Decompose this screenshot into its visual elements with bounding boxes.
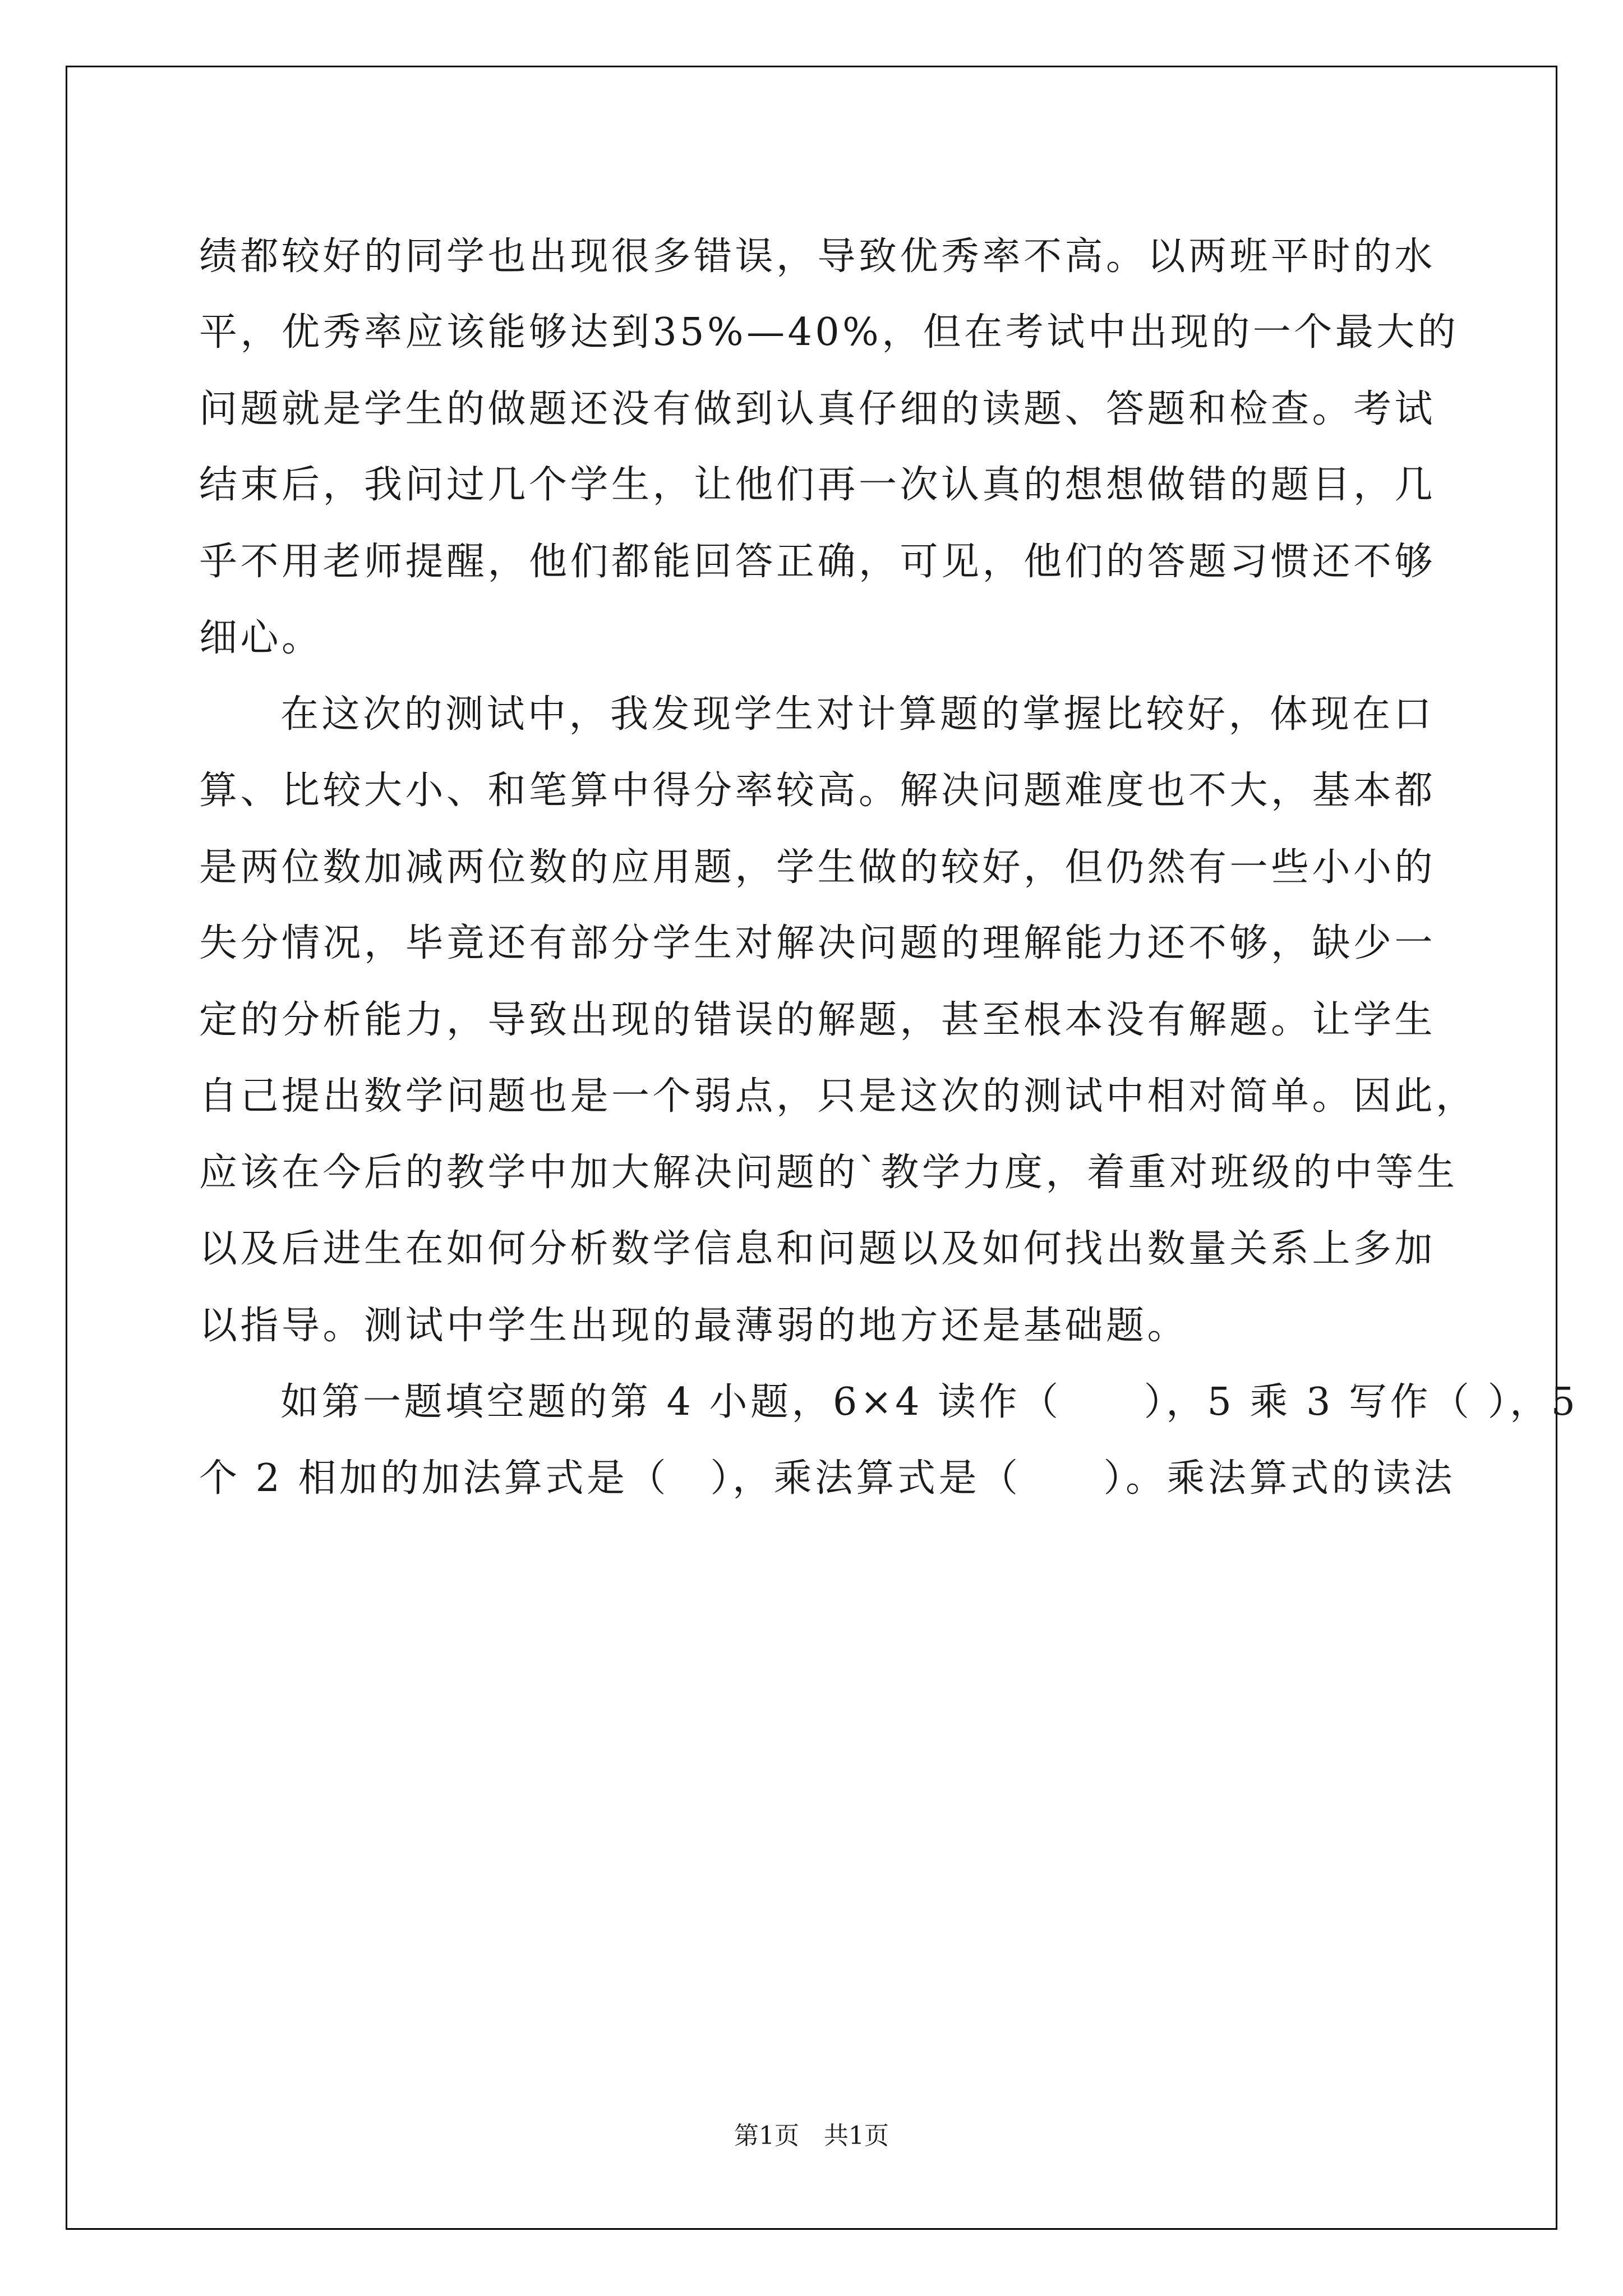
paragraph-line-5: 乎不用老师提醒，他们都能回答正确，可见，他们的答题习惯还不够 [199, 540, 1436, 584]
paragraph-line-9: 是两位数加减两位数的应用题，学生做的较好，但仍然有一些小小的 [199, 845, 1436, 890]
paragraph-line-15: 以指导。测试中学生出现的最薄弱的地方还是基础题。 [199, 1304, 1189, 1348]
paragraph-line-7: 在这次的测试中，我发现学生对计算题的掌握比较好，体现在口 [280, 692, 1435, 737]
paragraph-line-16: 如第一题填空题的第 4 小题，6×4 读作（ ），5 乘 3 写作（ ），5 [280, 1380, 1579, 1424]
paragraph-line-12: 自己提出数学问题也是一个弱点，只是这次的测试中相对简单。因此， [199, 1074, 1477, 1119]
paragraph-line-17: 个 2 相加的加法算式是（ ），乘法算式是（ ）。乘法算式的读法 [199, 1456, 1455, 1501]
paragraph-line-11: 定的分析能力，导致出现的错误的解题，甚至根本没有解题。让学生 [199, 998, 1436, 1042]
page-footer: 第1页 共1页 [734, 2122, 889, 2150]
paragraph-line-1: 绩都较好的同学也出现很多错误，导致优秀率不高。以两班平时的水 [199, 234, 1436, 279]
paragraph-line-4: 结束后，我问过几个学生，让他们再一次认真的想想做错的题目，几 [199, 463, 1436, 507]
paragraph-line-8: 算、比较大小、和笔算中得分率较高。解决问题难度也不大，基本都 [199, 769, 1436, 813]
paragraph-line-6: 细心。 [199, 616, 323, 660]
paragraph-line-13: 应该在今后的教学中加大解决问题的`教学力度，着重对班级的中等生 [199, 1151, 1458, 1195]
paragraph-line-10: 失分情况，毕竟还有部分学生对解决问题的理解能力还不够，缺少一 [199, 921, 1436, 965]
paragraph-line-2: 平，优秀率应该能够达到35%—40%，但在考试中出现的一个最大的 [199, 310, 1459, 355]
paragraph-line-14: 以及后进生在如何分析数学信息和问题以及如何找出数量关系上多加 [199, 1227, 1436, 1271]
paragraph-line-3: 问题就是学生的做题还没有做到认真仔细的读题、答题和检查。考试 [199, 387, 1436, 431]
